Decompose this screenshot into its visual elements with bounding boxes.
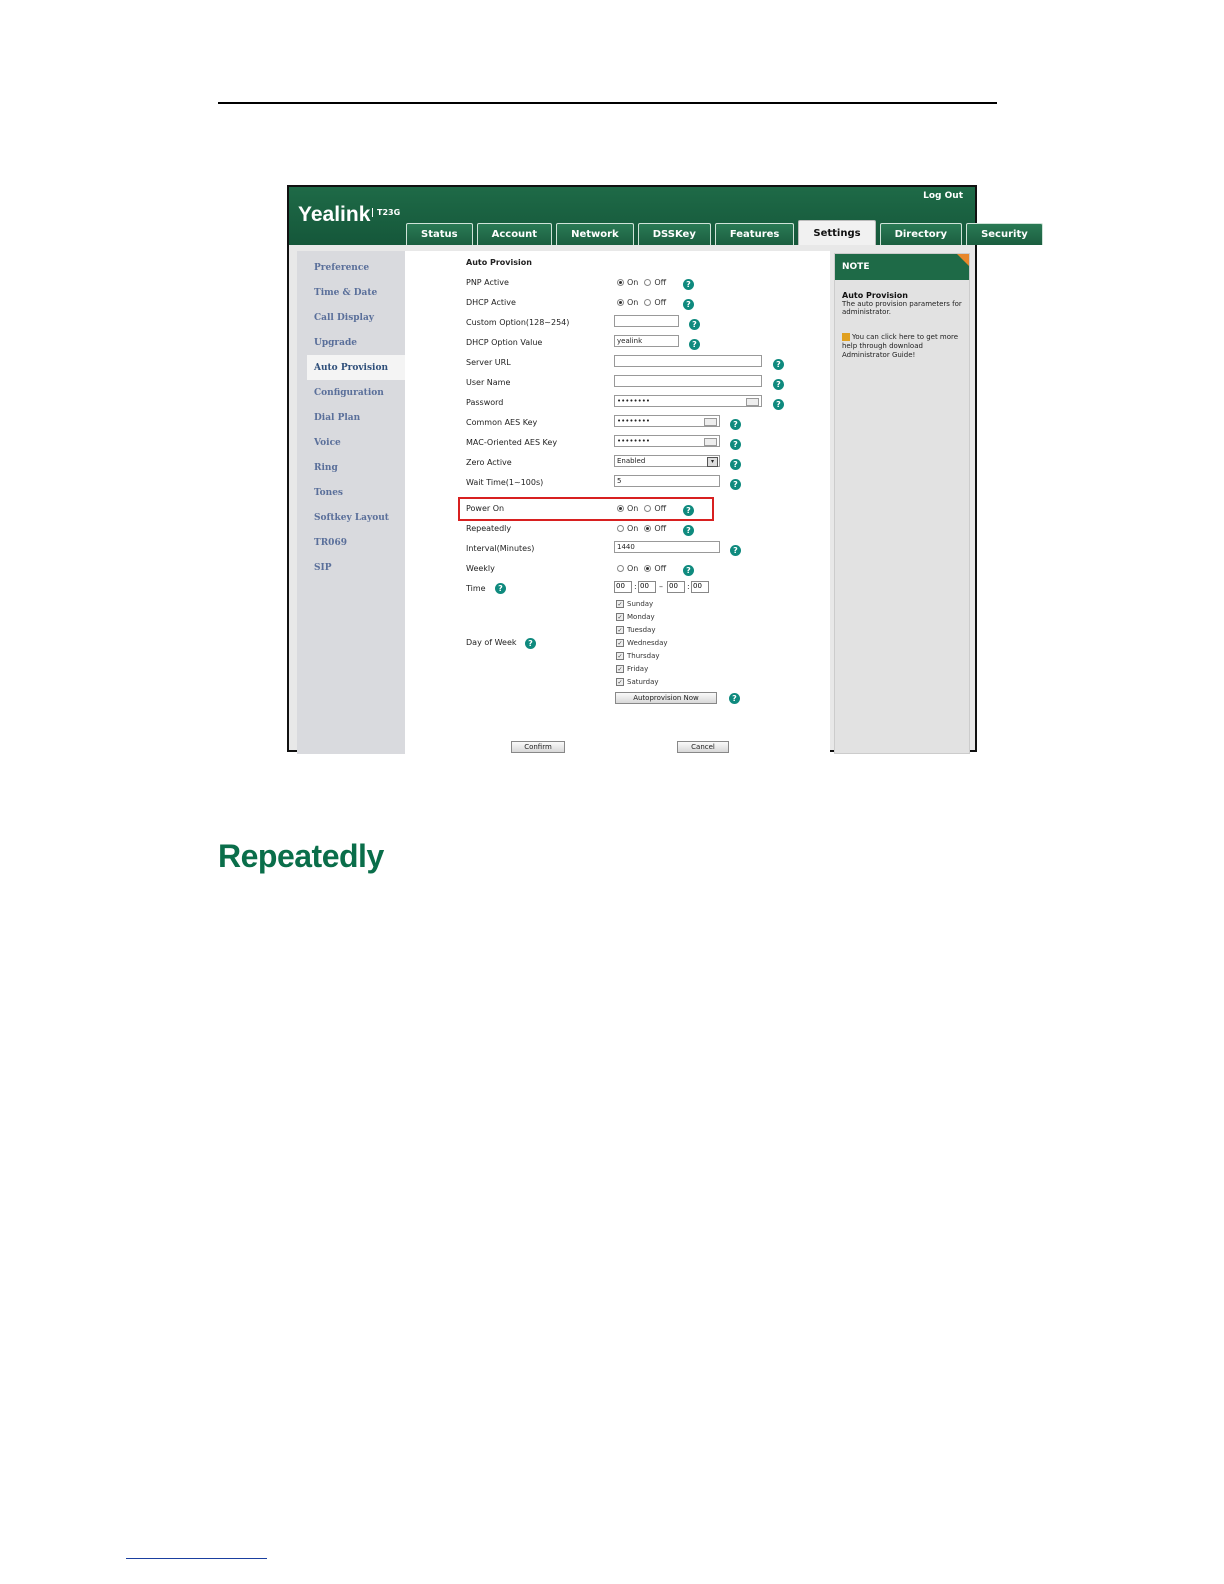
custom-option-label: Custom Option(128~254) [466,318,570,327]
checkbox-checked-icon[interactable]: ✓ [617,601,623,608]
repeatedly-label: Repeatedly [466,524,512,533]
help-icon[interactable]: ? [730,439,741,450]
dhcp-option-value-label: DHCP Option Value [466,338,543,347]
sidebar-item-upgrade[interactable]: Upgrade [314,337,358,348]
dhcp-active-row: DHCP Active On Off ? [405,294,830,314]
checkbox-checked-icon[interactable]: ✓ [617,679,623,686]
dhcp-option-value-row [405,334,830,354]
brand-logo: Yealink [298,203,371,226]
sidebar-item-time-date[interactable]: Time & Date [314,287,378,298]
pnp-on-radio[interactable] [617,279,624,286]
mac-aes-key-input[interactable]: •••••••• [614,435,720,447]
help-icon[interactable]: ? [683,299,694,310]
help-icon[interactable]: ? [495,583,506,594]
time-start-minute[interactable]: 00 [638,581,656,593]
help-icon[interactable]: ? [683,279,694,290]
server-url-row [405,354,830,374]
help-icon[interactable]: ? [683,565,694,576]
tab-features[interactable]: Features [715,223,795,245]
custom-option-row [405,314,830,334]
checkbox-checked-icon[interactable]: ✓ [617,666,623,673]
keyboard-icon[interactable] [704,418,717,426]
pnp-active-row: PNP Active On Off ? [405,274,830,294]
sidebar-item-sip[interactable]: SIP [314,562,332,573]
help-icon[interactable]: ? [683,525,694,536]
mac-aes-key-label: MAC-Oriented AES Key [466,438,558,447]
repeatedly-row: Repeatedly On Off ? [405,520,830,540]
sidebar-item-dial-plan[interactable]: Dial Plan [314,412,361,423]
common-aes-key-input[interactable]: •••••••• [614,415,720,427]
zero-active-label: Zero Active [466,458,512,467]
user-name-row [405,374,830,394]
tab-dsskey[interactable]: DSSKey [638,223,711,245]
wait-time-row [405,474,830,494]
chevron-down-icon[interactable]: ▾ [707,457,718,467]
power-on-label: Power On [466,504,505,513]
checkbox-checked-icon[interactable]: ✓ [617,627,623,634]
common-aes-key-row [405,414,830,434]
section-heading: Repeatedly [218,838,384,874]
checkbox-checked-icon[interactable]: ✓ [617,614,623,621]
note-tip[interactable]: You can click here to get more help through download Administrator Guide! [842,333,959,359]
time-end-minute[interactable]: 00 [691,581,709,593]
tab-security[interactable]: Security [966,223,1043,245]
help-icon[interactable]: ? [525,638,536,649]
interval-input[interactable]: 1440 [614,541,720,553]
day-checkbox-wednesday[interactable]: ✓ Wednesday [617,639,668,647]
wait-time-input[interactable]: 5 [614,475,720,487]
day-checkbox-monday[interactable]: ✓ Monday [617,613,655,621]
dhcp-option-value-input[interactable]: yealink [614,335,679,347]
sidebar-item-tr069[interactable]: TR069 [314,537,347,548]
help-icon[interactable]: ? [773,359,784,370]
power-on-row: Power On On Off ? [405,500,830,520]
tab-settings[interactable]: Settings [798,220,875,245]
interval-label: Interval(Minutes) [466,544,535,553]
help-icon[interactable]: ? [689,339,700,350]
day-checkbox-friday[interactable]: ✓ Friday [617,665,649,673]
main-tabs [406,220,1043,245]
password-input[interactable]: •••••••• [614,395,762,407]
autoprovision-now-button[interactable]: Autoprovision Now [615,692,717,704]
sidebar-item-call-display[interactable]: Call Display [314,312,375,323]
common-aes-key-label: Common AES Key [466,418,538,427]
repeatedly-off-radio[interactable] [644,525,651,532]
wait-time-label: Wait Time(1~100s) [466,478,544,487]
pnp-active-label: PNP Active [466,278,509,287]
weekly-off-radio[interactable] [644,565,651,572]
confirm-button[interactable]: Confirm [511,741,565,753]
sidebar-item-configuration[interactable]: Configuration [314,387,384,398]
cancel-button[interactable]: Cancel [677,741,729,753]
header-bar [289,187,1028,245]
time-end-hour[interactable]: 00 [667,581,685,593]
interval-row [405,540,830,560]
web-ui-screenshot [287,185,1028,752]
tab-account[interactable]: Account [477,223,552,245]
server-url-label: Server URL [466,358,511,367]
checkbox-checked-icon[interactable]: ✓ [617,640,623,647]
help-icon[interactable]: ? [730,545,741,556]
note-corner-fold [957,254,969,266]
note-title: Auto Provision [842,291,908,300]
note-panel [834,253,970,754]
logout-link[interactable]: Log Out [923,191,963,201]
server-url-input[interactable] [614,355,762,367]
sidebar-item-softkey-layout[interactable]: Softkey Layout [314,512,389,523]
day-of-week-label: Day of Week [466,638,517,647]
dhcp-off-radio[interactable] [644,299,651,306]
tip-icon [842,333,850,341]
zero-active-select[interactable]: Enabled ▾ [614,455,720,467]
help-icon[interactable]: ? [730,459,741,470]
help-icon[interactable]: ? [730,419,741,430]
tab-directory[interactable]: Directory [880,223,962,245]
footnote-rule [126,1558,267,1559]
sidebar-item-voice[interactable]: Voice [314,437,341,448]
help-icon[interactable]: ? [773,379,784,390]
help-icon[interactable]: ? [729,693,740,704]
custom-option-input[interactable] [614,315,679,327]
power-on-on-radio[interactable] [617,505,624,512]
tab-network[interactable]: Network [556,223,634,245]
help-icon[interactable]: ? [683,505,694,516]
keyboard-icon[interactable] [704,438,717,446]
weekly-row: Weekly On Off ? [405,560,830,580]
day-checkbox-tuesday[interactable]: ✓ Tuesday [617,626,656,634]
checkbox-checked-icon[interactable]: ✓ [617,653,623,660]
day-checkbox-saturday[interactable]: ✓ Saturday [617,678,659,686]
password-row [405,394,830,414]
dhcp-on-radio[interactable] [617,299,624,306]
tab-status[interactable]: Status [406,223,473,245]
help-icon[interactable]: ? [730,479,741,490]
sidebar-item-auto-provision[interactable]: Auto Provision [307,355,405,380]
time-start-hour[interactable]: 00 [614,581,632,593]
day-checkbox-thursday[interactable]: ✓ Thursday [617,652,660,660]
settings-sidebar [297,251,405,754]
time-label: Time [466,584,486,593]
note-text: The auto provision parameters for administrator. [842,300,962,316]
phone-model: T23G [372,208,400,217]
dhcp-active-label: DHCP Active [466,298,516,307]
power-on-off-radio[interactable] [644,505,651,512]
auto-provision-form [405,251,830,754]
help-icon[interactable]: ? [689,319,700,330]
note-header: NOTE [835,254,969,280]
sidebar-item-ring[interactable]: Ring [314,462,338,473]
repeatedly-on-radio[interactable] [617,525,624,532]
weekly-on-radio[interactable] [617,565,624,572]
time-row: Time ? 00 : 00 – 00 : 00 [405,580,830,600]
sidebar-item-tones[interactable]: Tones [314,487,344,498]
user-name-input[interactable] [614,375,762,387]
zero-active-row [405,454,830,474]
day-of-week-row [405,634,830,654]
form-title: Auto Provision [466,258,532,267]
page-top-rule [218,102,997,104]
mac-aes-key-row [405,434,830,454]
day-checkbox-sunday[interactable]: ✓ Sunday [617,600,654,608]
keyboard-icon[interactable] [746,398,759,406]
help-icon[interactable]: ? [773,399,784,410]
password-label: Password [466,398,504,407]
user-name-label: User Name [466,378,511,387]
weekly-label: Weekly [466,564,495,573]
sidebar-item-preference[interactable]: Preference [314,262,370,273]
pnp-off-radio[interactable] [644,279,651,286]
